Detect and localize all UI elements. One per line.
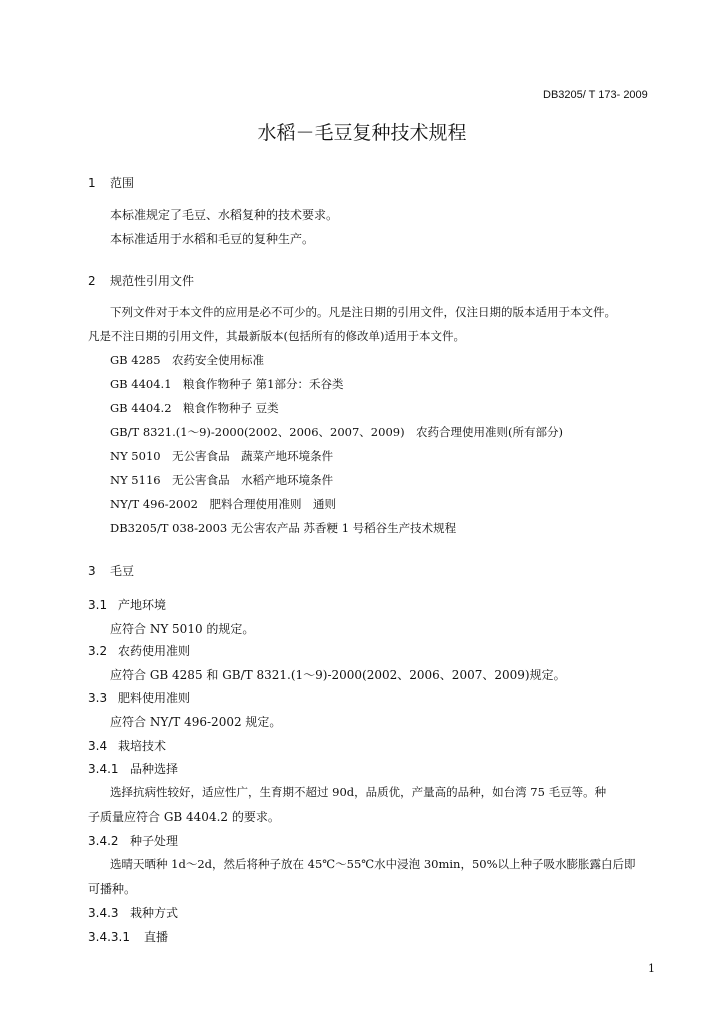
reference-item: GB 4404.2 粮食作物种子 豆类 xyxy=(110,401,279,415)
standard-code: DB3205/ T 173- 2009 xyxy=(543,89,648,101)
paragraph: 选晴天晒种 1d～2d，然后将种子放在 45℃～55℃水中浸泡 30min，50%以上种子吸水膨胀露白后即 xyxy=(110,857,636,871)
section-title: 农药使用准则 xyxy=(118,644,191,658)
subsection-3-3-heading xyxy=(88,689,190,706)
reference-item: NY/T 496-2002 肥料合理使用准则 通则 xyxy=(110,497,336,511)
reference-item: GB/T 8321.(1～9)-2000(2002、2006、2007、2009) 农药合理使用准则(所有部分) xyxy=(110,425,564,439)
section-title: 规范性引用文件 xyxy=(110,274,195,288)
section-2-heading xyxy=(88,272,194,289)
subsection-3-2-heading xyxy=(88,642,190,659)
section-title: 栽种方式 xyxy=(130,906,179,920)
section-number: 3.1 xyxy=(88,598,108,612)
reference-item: DB3205/T 038-2003 无公害农产品 苏香粳 1 号稻谷生产技术规程 xyxy=(110,521,457,535)
section-number: 3.4.2 xyxy=(88,834,119,848)
section-number: 1 xyxy=(88,176,96,190)
document-title: 水稻－毛豆复种技术规程 xyxy=(257,122,467,144)
paragraph: 选择抗病性较好，适应性广，生育期不超过 90d，品质优，产量高的品种，如台湾 75 毛豆等。种 xyxy=(110,785,607,799)
section-title: 直播 xyxy=(144,930,169,944)
section-number: 2 xyxy=(88,274,96,288)
section-title: 毛豆 xyxy=(110,564,135,578)
subsection-3-4-heading xyxy=(88,737,166,754)
reference-item: NY 5010 无公害食品 蔬菜产地环境条件 xyxy=(110,449,334,463)
section-number: 3.2 xyxy=(88,644,108,658)
section-title: 范围 xyxy=(110,176,135,190)
paragraph: 下列文件对于本文件的应用是必不可少的。凡是注日期的引用文件，仅注日期的版本适用于本文件。 xyxy=(110,305,616,319)
subsection-3-1-heading xyxy=(88,596,166,613)
subsection-3-4-1-heading xyxy=(88,760,178,777)
paragraph: 子质量应符合 GB 4404.2 的要求。 xyxy=(88,810,280,824)
section-number: 3 xyxy=(88,564,96,578)
section-title: 肥料使用准则 xyxy=(118,691,191,705)
section-1-heading xyxy=(88,174,134,191)
section-title: 产地环境 xyxy=(118,598,167,612)
section-number: 3.4.3.1 xyxy=(88,930,130,944)
section-number: 3.3 xyxy=(88,691,108,705)
section-title: 栽培技术 xyxy=(118,739,167,753)
reference-item: GB 4285 农药安全使用标准 xyxy=(110,353,265,367)
paragraph: 应符合 NY/T 496-2002 规定。 xyxy=(110,715,282,729)
paragraph: 本标准适用于水稻和毛豆的复种生产。 xyxy=(110,232,315,246)
subsection-3-4-2-heading xyxy=(88,832,178,849)
section-title: 种子处理 xyxy=(130,834,179,848)
reference-item: NY 5116 无公害食品 水稻产地环境条件 xyxy=(110,473,334,487)
subsection-3-4-3-1-heading xyxy=(88,928,168,945)
subsection-3-4-3-heading xyxy=(88,904,178,921)
section-number: 3.4.1 xyxy=(88,762,119,776)
page-number: 1 xyxy=(648,962,655,975)
paragraph: 凡是不注日期的引用文件，其最新版本(包括所有的修改单)适用于本文件。 xyxy=(88,329,465,343)
section-number: 3.4.3 xyxy=(88,906,119,920)
section-3-heading xyxy=(88,562,134,579)
reference-item: GB 4404.1 粮食作物种子 第1部分：禾谷类 xyxy=(110,377,344,391)
section-title: 品种选择 xyxy=(130,762,179,776)
paragraph: 本标准规定了毛豆、水稻复种的技术要求。 xyxy=(110,208,339,222)
paragraph: 可播种。 xyxy=(88,882,137,896)
paragraph: 应符合 GB 4285 和 GB/T 8321.(1～9)-2000(2002、2006、2007、2009)规定。 xyxy=(110,668,566,682)
section-number: 3.4 xyxy=(88,739,108,753)
paragraph: 应符合 NY 5010 的规定。 xyxy=(110,622,255,636)
